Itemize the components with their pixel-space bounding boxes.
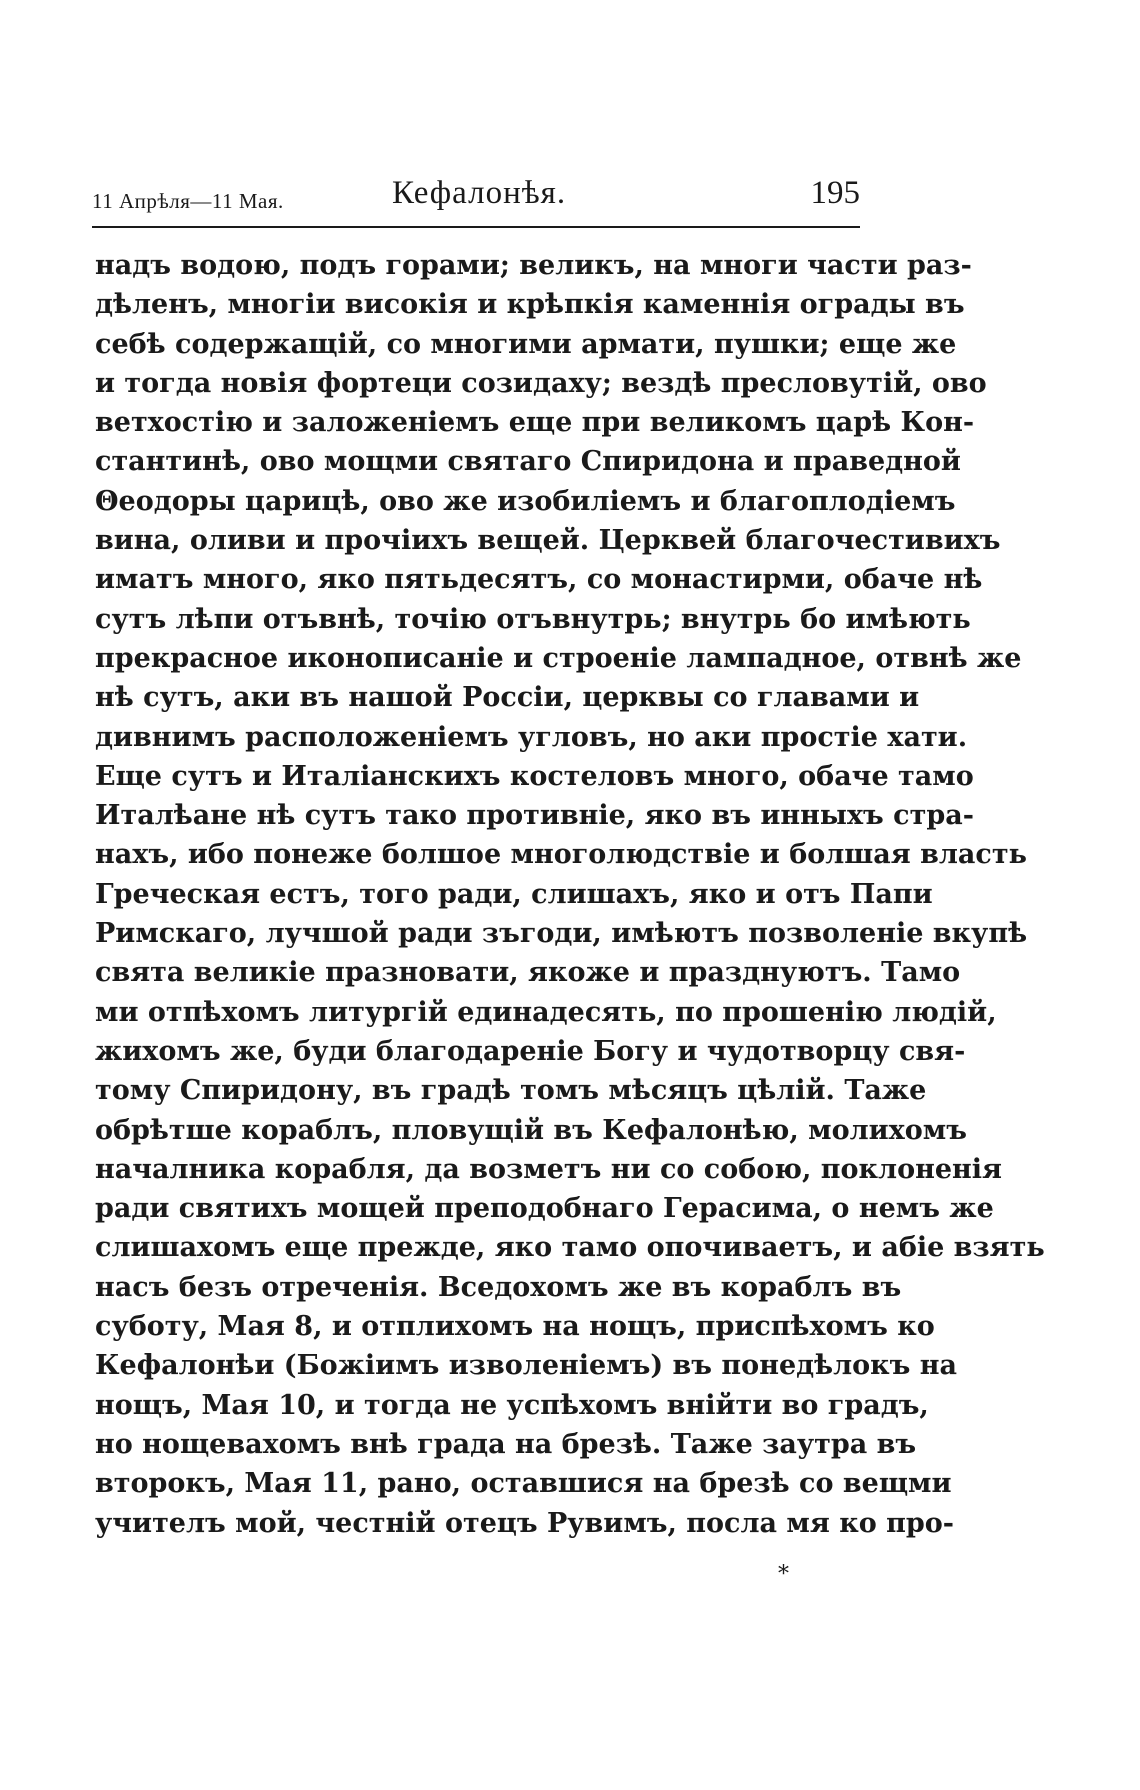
text-line: ради святихъ мощей преподобнаго Герасима, о немъ же (95, 1193, 994, 1225)
page-body (95, 246, 1045, 1543)
header-date-range: 11 Апрѣля—11 Мая. (92, 189, 284, 213)
text-line: нахъ, ибо понеже болшое многолюдствіе и болшая власть (95, 839, 1027, 871)
text-line: прекрасное иконописаніе и строеніе лампадное, отвнѣ же (95, 642, 1022, 674)
text-line: вина, оливи и прочіихъ вещей. Церквей благочестивихъ (95, 525, 1001, 557)
text-line: дѣленъ, многіи високія и крѣпкія каменнія ограды въ (95, 289, 965, 321)
text-line: второкъ, Мая 11, рано, оставшися на брезѣ со вещми (95, 1468, 952, 1500)
text-line: Θеодоры царицѣ, ово же изобиліемъ и благоплодіемъ (95, 485, 956, 517)
header-rule (92, 226, 860, 228)
text-line: нощъ, Мая 10, и тогда не успѣхомъ внійти во градъ, (95, 1389, 929, 1421)
running-header (92, 175, 860, 223)
text-line: Кефалонѣи (Божіимъ изволеніемъ) въ понедѣлокъ на (95, 1350, 958, 1382)
text-line: свята великіе празновати, якоже и празднуютъ. Тамо (95, 957, 961, 989)
header-title: Кефалонѣя. (392, 175, 567, 211)
text-line: иматъ много, яко пятьдесятъ, со монастирми, обаче нѣ (95, 564, 983, 596)
page-number: 195 (810, 175, 860, 211)
text-line: но нощевахомъ внѣ града на брезѣ. Таже заутра въ (95, 1428, 917, 1460)
text-line: суботу, Мая 8, и отплихомъ на нощъ, приспѣхомъ ко (95, 1311, 935, 1343)
text-line: насъ безъ отреченія. Вседохомъ же въ кораблъ въ (95, 1271, 902, 1303)
text-line: ми отпѣхомъ литургій единадесять, по прошенію людій, (95, 996, 997, 1028)
text-line: началника корабля, да возметъ ни со собою, поклоненія (95, 1153, 1002, 1185)
text-line: Греческая естъ, того ради, слишахъ, яко и отъ Папи (95, 878, 933, 910)
text-line: обрѣтше кораблъ, пловущій въ Кефалонѣю, молихомъ (95, 1114, 967, 1146)
text-line: себѣ содержащій, со многими армати, пушки; еще же (95, 328, 957, 360)
text-line: и тогда новія фортеци созидаху; вездѣ пресловутій, ово (95, 367, 987, 399)
text-line: слишахомъ еще прежде, яко тамо опочиваетъ, и абіе взять (95, 1232, 1045, 1264)
text-line: Еще сутъ и Италіанскихъ костеловъ много, обаче тамо (95, 760, 974, 792)
text-line: надъ водою, подъ горами; великъ, на многи части раз- (95, 250, 972, 281)
text-line: стантинѣ, ово мощми святаго Спиридона и праведной (95, 446, 961, 478)
text-line: дивнимъ расположеніемъ угловъ, но аки простіе хати. (95, 721, 968, 753)
text-line: Италѣане нѣ сутъ тако противніе, яко въ инныхъ стра- (95, 800, 974, 832)
text-line: Римскаго, лучшой ради зъгоди, имѣютъ позволеніе вкупѣ (95, 918, 1028, 950)
text-line: тому Спиридону, въ градѣ томъ мѣсяцъ цѣлій. Таже (95, 1075, 927, 1107)
footer-mark: * (778, 1562, 789, 1587)
text-line: нѣ сутъ, аки въ нашой Россіи, церквы со главами и (95, 682, 920, 714)
text-line: учителъ мой, честній отецъ Рувимъ, посла мя ко про- (95, 1507, 954, 1539)
text-line: жихомъ же, буди благодареніе Богу и чудотворцу свя- (95, 1035, 966, 1067)
text-line: ветхостію и заложеніемъ еще при великомъ царѣ Кон- (95, 407, 975, 439)
text-line: сутъ лѣпи отъвнѣ, точію отъвнутрь; внутрь бо имѣють (95, 603, 971, 635)
